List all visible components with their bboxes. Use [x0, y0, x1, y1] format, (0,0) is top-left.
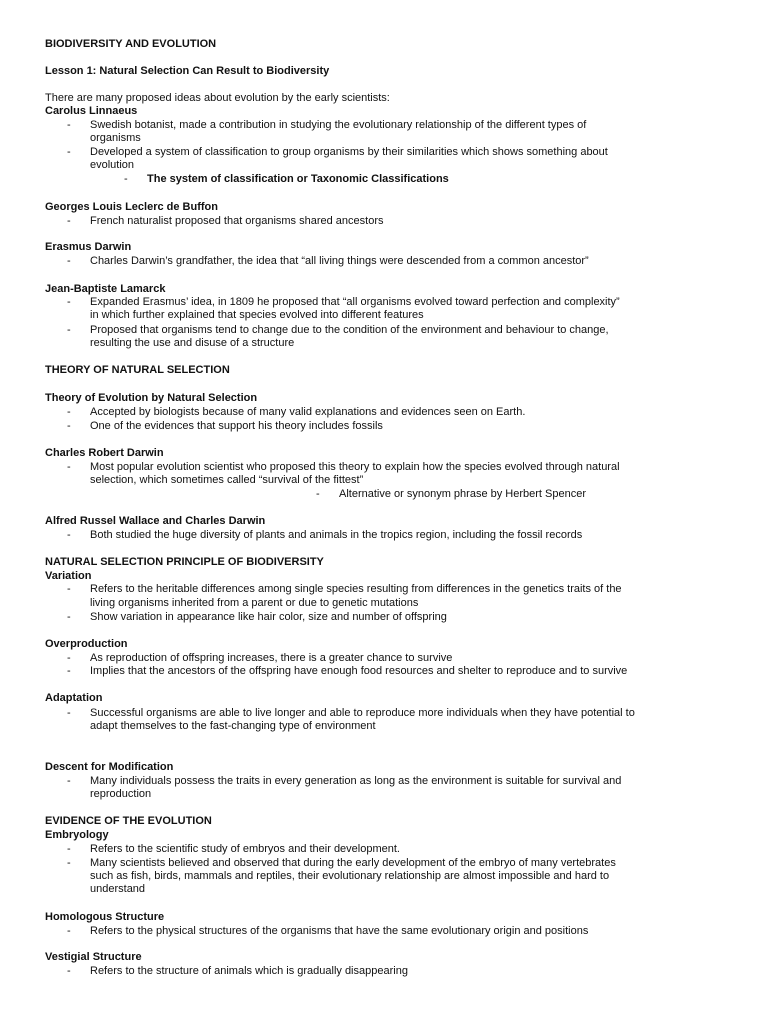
- lamarck-heading: Jean-Baptiste Lamarck: [45, 283, 166, 295]
- variation-heading: Variation: [45, 570, 92, 582]
- embryology-bullet-1: Refers to the scientific study of embryos and their development.: [90, 843, 400, 855]
- bullet-dash: -: [67, 529, 71, 541]
- evidence-section-heading: EVIDENCE OF THE EVOLUTION: [45, 815, 212, 827]
- descent-bullet-1-cont: reproduction: [90, 788, 152, 800]
- embryology-heading: Embryology: [45, 829, 109, 841]
- embryology-bullet-2-cont: such as fish, birds, mammals and reptiles, their evolutionary relationship are almost impossible and hard to: [90, 870, 610, 882]
- descent-bullet-1: Many individuals possess the traits in every generation as long as the environment is suitable for survival and: [90, 775, 622, 787]
- bullet-dash: -: [67, 215, 71, 227]
- lamarck-bullet-1-cont: in which further explained that species evolved into different features: [90, 309, 424, 321]
- buffon-bullet-1: French naturalist proposed that organisms shared ancestors: [90, 215, 384, 227]
- bullet-dash: -: [67, 965, 71, 977]
- bullet-dash: -: [67, 652, 71, 664]
- overproduction-heading: Overproduction: [45, 638, 128, 650]
- adaptation-bullet-1-cont: adapt themselves to the fast-changing type of environment: [90, 720, 376, 732]
- embryology-bullet-2-cont-2: understand: [90, 883, 146, 895]
- lamarck-bullet-2-cont: resulting the use and disuse of a structure: [90, 337, 295, 349]
- linnaeus-bullet-1: Swedish botanist, made a contribution in studying the evolutionary relationship of the different types of: [90, 119, 587, 131]
- bullet-dash: -: [67, 925, 71, 937]
- wallace-bullet-1: Both studied the huge diversity of plants and animals in the tropics region, including the fossil records: [90, 529, 583, 541]
- darwin-sub-bullet: Alternative or synonym phrase by Herbert Spencer: [339, 488, 587, 500]
- adaptation-heading: Adaptation: [45, 692, 103, 704]
- darwin-heading: Charles Robert Darwin: [45, 447, 164, 459]
- homologous-bullet-1: Refers to the physical structures of the organisms that have the same evolutionary origin and positions: [90, 925, 589, 937]
- darwin-bullet-1-cont: selection, which sometimes called “survival of the fittest”: [90, 474, 364, 486]
- bullet-dash: -: [67, 324, 71, 336]
- bullet-dash: -: [67, 461, 71, 473]
- lamarck-bullet-1: Expanded Erasmus’ idea, in 1809 he proposed that “all organisms evolved toward perfection and complexity”: [90, 296, 620, 308]
- wallace-heading: Alfred Russel Wallace and Charles Darwin: [45, 515, 266, 527]
- linnaeus-bullet-2-cont: evolution: [90, 159, 135, 171]
- descent-heading: Descent for Modification: [45, 761, 174, 773]
- bullet-dash: -: [67, 119, 71, 131]
- bullet-dash: -: [67, 775, 71, 787]
- variation-bullet-1: Refers to the heritable differences among single species resulting from differences in the genetics traits of the: [90, 583, 622, 595]
- bullet-dash: -: [67, 665, 71, 677]
- linnaeus-bullet-1-cont: organisms: [90, 132, 141, 144]
- lesson-title: Lesson 1: Natural Selection Can Result to Biodiversity: [45, 65, 330, 77]
- bullet-dash: -: [67, 255, 71, 267]
- homologous-heading: Homologous Structure: [45, 911, 165, 923]
- erasmus-heading: Erasmus Darwin: [45, 241, 132, 253]
- variation-bullet-2: Show variation in appearance like hair color, size and number of offspring: [90, 611, 447, 623]
- overproduction-bullet-2: Implies that the ancestors of the offspring have enough food resources and shelter to reproduce and to survive: [90, 665, 628, 677]
- doc-title: BIODIVERSITY AND EVOLUTION: [45, 38, 217, 50]
- overproduction-bullet-1: As reproduction of offspring increases, there is a greater chance to survive: [90, 652, 453, 664]
- theory-bullet-2: One of the evidences that support his theory includes fossils: [90, 420, 383, 432]
- vestigial-heading: Vestigial Structure: [45, 951, 142, 963]
- linnaeus-heading: Carolus Linnaeus: [45, 105, 138, 117]
- bullet-dash: -: [67, 583, 71, 595]
- sub-bullet-dash: -: [316, 488, 320, 500]
- darwin-bullet-1: Most popular evolution scientist who proposed this theory to explain how the species evolved through natural: [90, 461, 620, 473]
- theory-heading: Theory of Evolution by Natural Selection: [45, 392, 258, 404]
- bullet-dash: -: [67, 707, 71, 719]
- theory-bullet-1: Accepted by biologists because of many valid explanations and evidences seen on Earth.: [90, 406, 526, 418]
- bullet-dash: -: [67, 420, 71, 432]
- variation-bullet-1-cont: living organisms inherited from a parent or due to genetic mutations: [90, 597, 419, 609]
- sub-bullet-dash: -: [124, 173, 128, 185]
- bullet-dash: -: [67, 146, 71, 158]
- adaptation-bullet-1: Successful organisms are able to live longer and able to reproduce more individuals when they have potential to: [90, 707, 635, 719]
- linnaeus-bullet-2: Developed a system of classification to group organisms by their similarities which shows something about: [90, 146, 608, 158]
- vestigial-bullet-1: Refers to the structure of animals which is gradually disappearing: [90, 965, 408, 977]
- embryology-bullet-2: Many scientists believed and observed that during the early development of the embryo of many vertebrates: [90, 857, 616, 869]
- lamarck-bullet-2: Proposed that organisms tend to change due to the condition of the environment and behaviour to change,: [90, 324, 609, 336]
- bullet-dash: -: [67, 296, 71, 308]
- principle-section-heading: NATURAL SELECTION PRINCIPLE OF BIODIVERSITY: [45, 556, 324, 568]
- bullet-dash: -: [67, 611, 71, 623]
- buffon-heading: Georges Louis Leclerc de Buffon: [45, 201, 218, 213]
- intro-text: There are many proposed ideas about evolution by the early scientists:: [45, 92, 390, 104]
- theory-section-heading: THEORY OF NATURAL SELECTION: [45, 364, 230, 376]
- erasmus-bullet-1: Charles Darwin’s grandfather, the idea that “all living things were descended from a common ancestor”: [90, 255, 589, 267]
- bullet-dash: -: [67, 406, 71, 418]
- bullet-dash: -: [67, 857, 71, 869]
- bullet-dash: -: [67, 843, 71, 855]
- linnaeus-sub-bullet: The system of classification or Taxonomic Classifications: [147, 173, 449, 185]
